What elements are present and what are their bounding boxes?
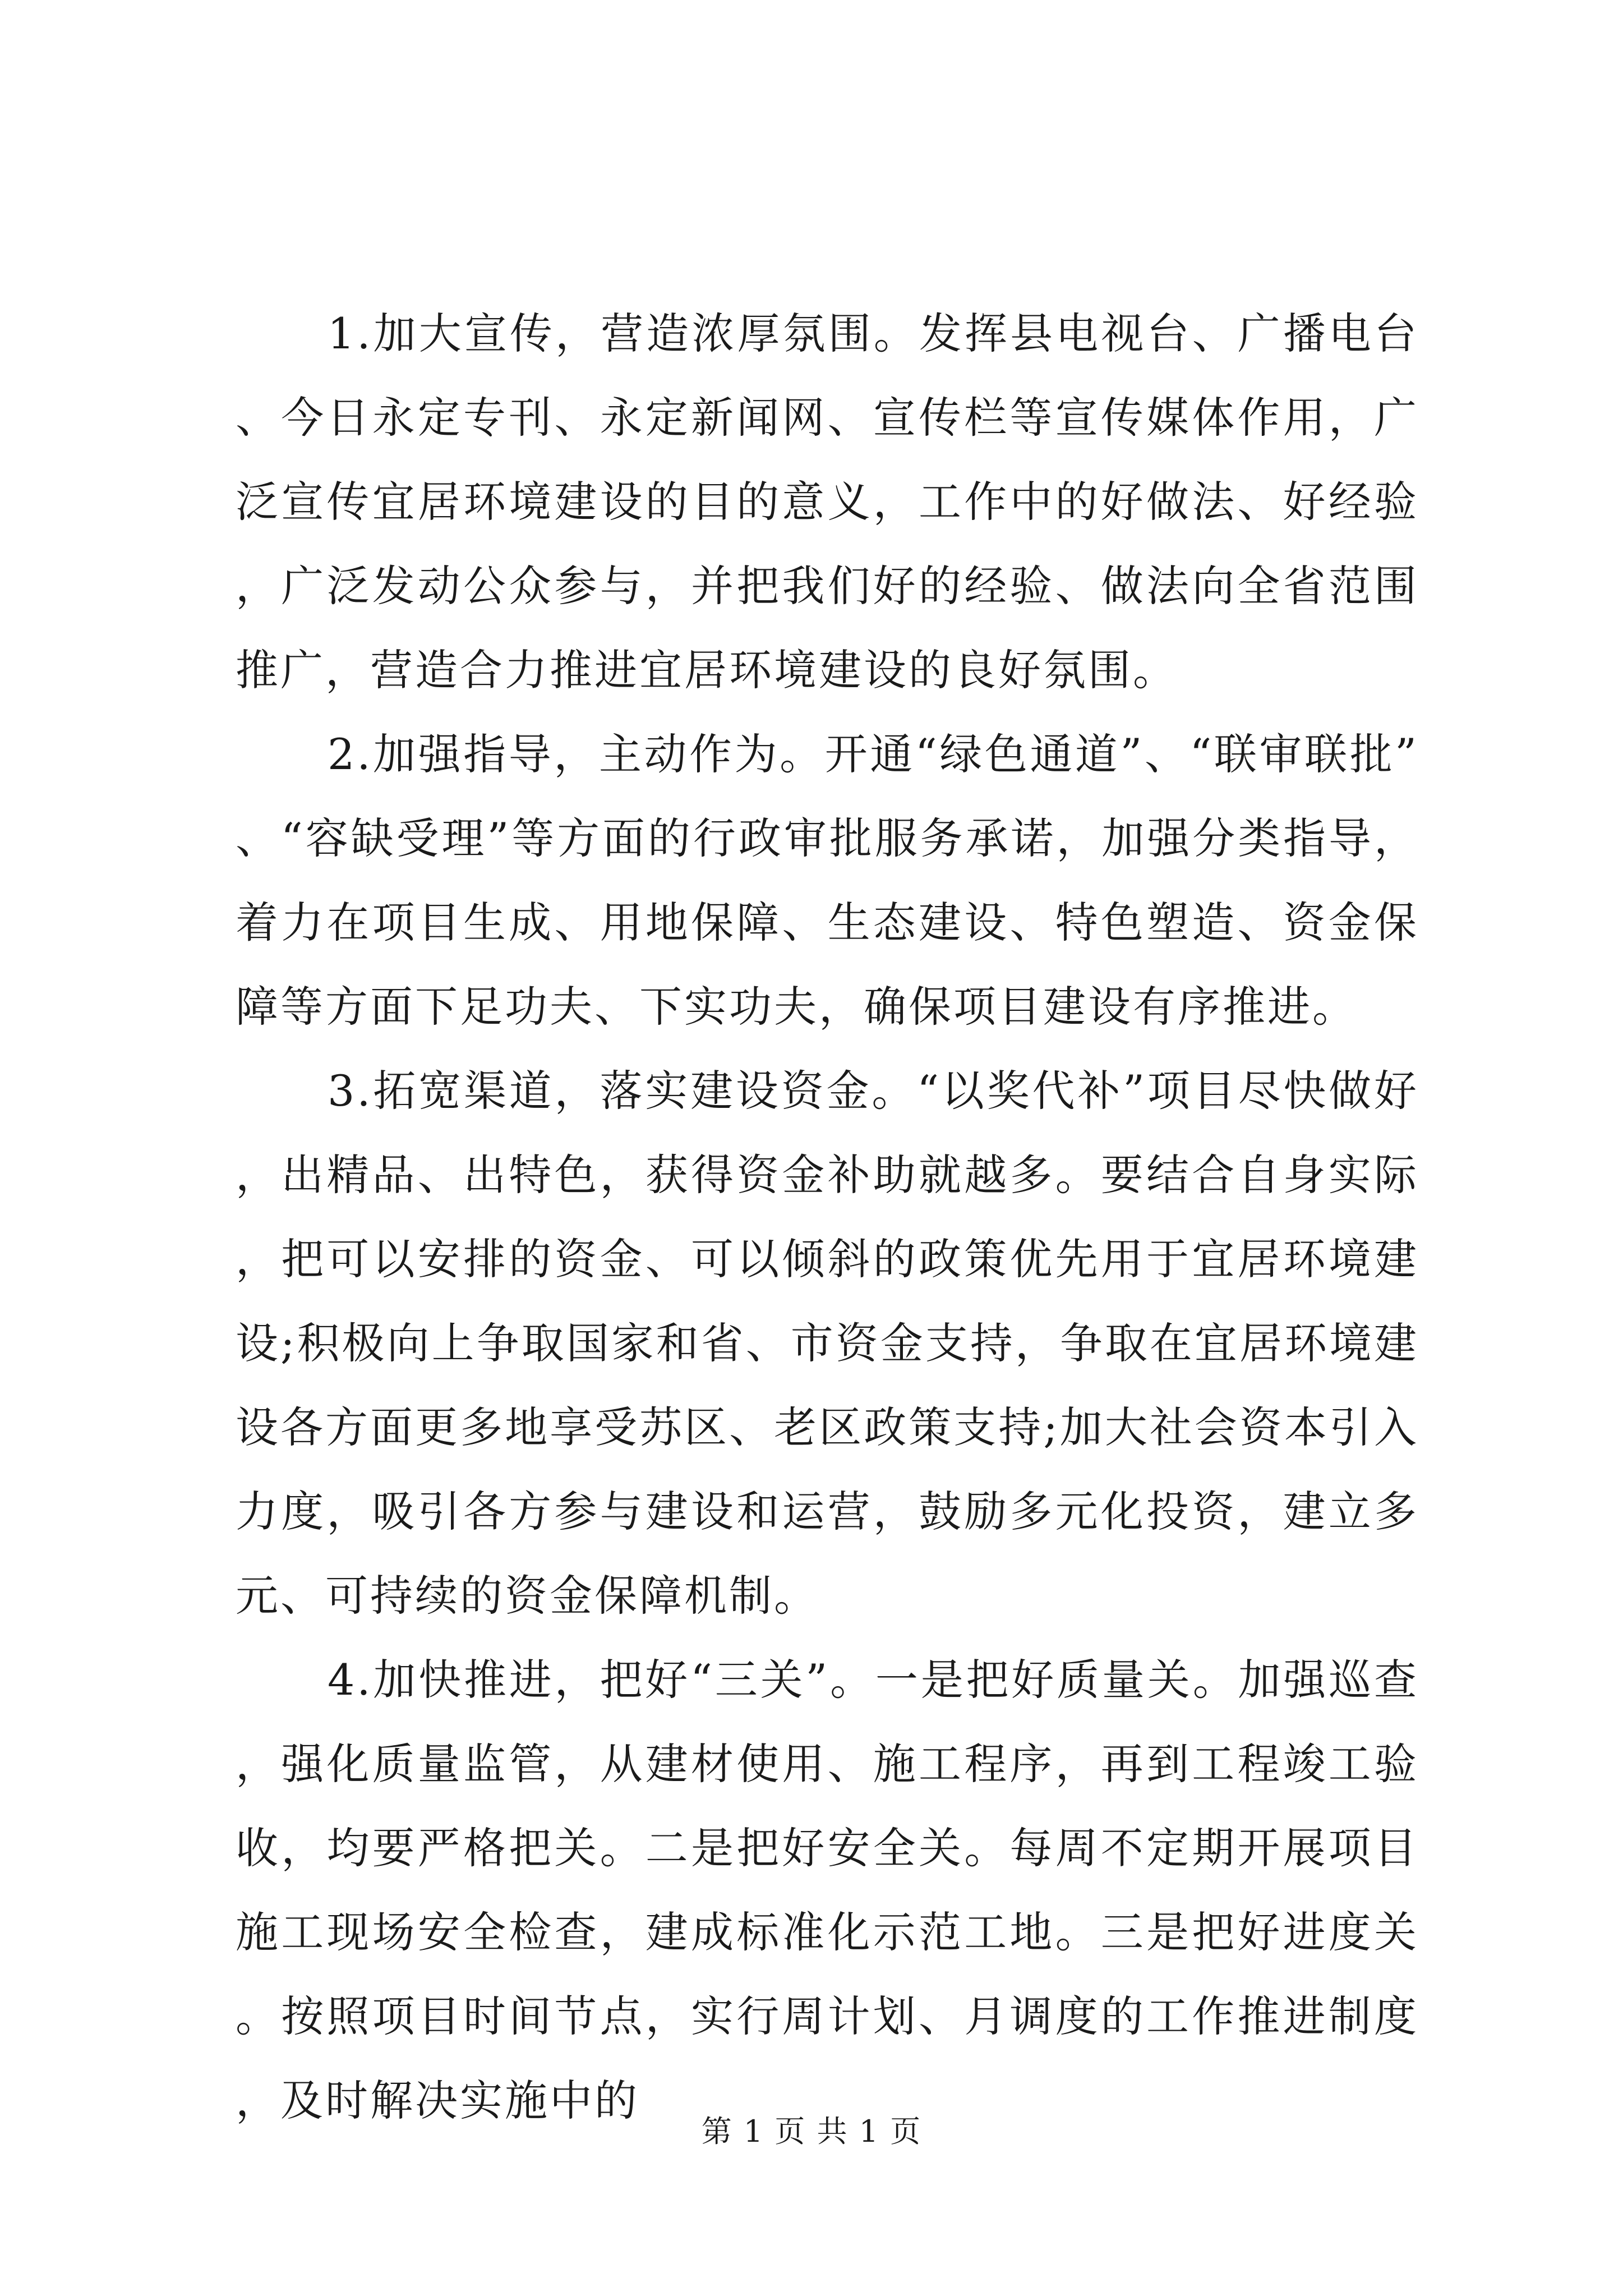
paragraph-three-checks: 4.加快推进，把好“三关”。一是把好质量关。加强巡查，强化质量监管，从建材使用、施工程序，再到工程竣工验收，均要严格把关。二是把好安全关。每周不定期开展项目施工现场安全检查，建成标准化示范工地。三是把好进度关。按照项目时间节点，实行周计划、月调度的工作推进制度，及时解决实施中的 (236, 1655, 1419, 2125)
paragraph-publicity: 1.加大宣传，营造浓厚氛围。发挥县电视台、广播电台、今日永定专刊、永定新闻网、宣传栏等宣传媒体作用，广泛宣传宜居环境建设的目的意义，工作中的好做法、好经验，广泛发动公众参与，并把我们好的经验、做法向全省范围推广，营造合力推进宜居环境建设的良好氛围。 (236, 309, 1419, 695)
paragraph-guidance: 2.加强指导，主动作为。开通“绿色通道”、“联审联批”、“容缺受理”等方面的行政审批服务承诺，加强分类指导，着力在项目生成、用地保障、生态建设、特色塑造、资金保障等方面下足功夫、下实功夫，确保项目建设有序推进。 (236, 729, 1419, 1032)
document-body (236, 292, 1419, 2143)
paragraph-funding: 3.拓宽渠道，落实建设资金。“以奖代补”项目尽快做好，出精品、出特色，获得资金补助就越多。要结合自身实际，把可以安排的资金、可以倾斜的政策优先用于宜居环境建设;积极向上争取国家和省、市资金支持，争取在宜居环境建设各方面更多地享受苏区、老区政策支持;加大社会资本引入力度，吸引各方参与建设和运营，鼓励多元化投资，建立多元、可持续的资金保障机制。 (236, 1066, 1419, 1621)
page-number-footer: 第 1 页 共 1 页 (701, 2114, 922, 2149)
